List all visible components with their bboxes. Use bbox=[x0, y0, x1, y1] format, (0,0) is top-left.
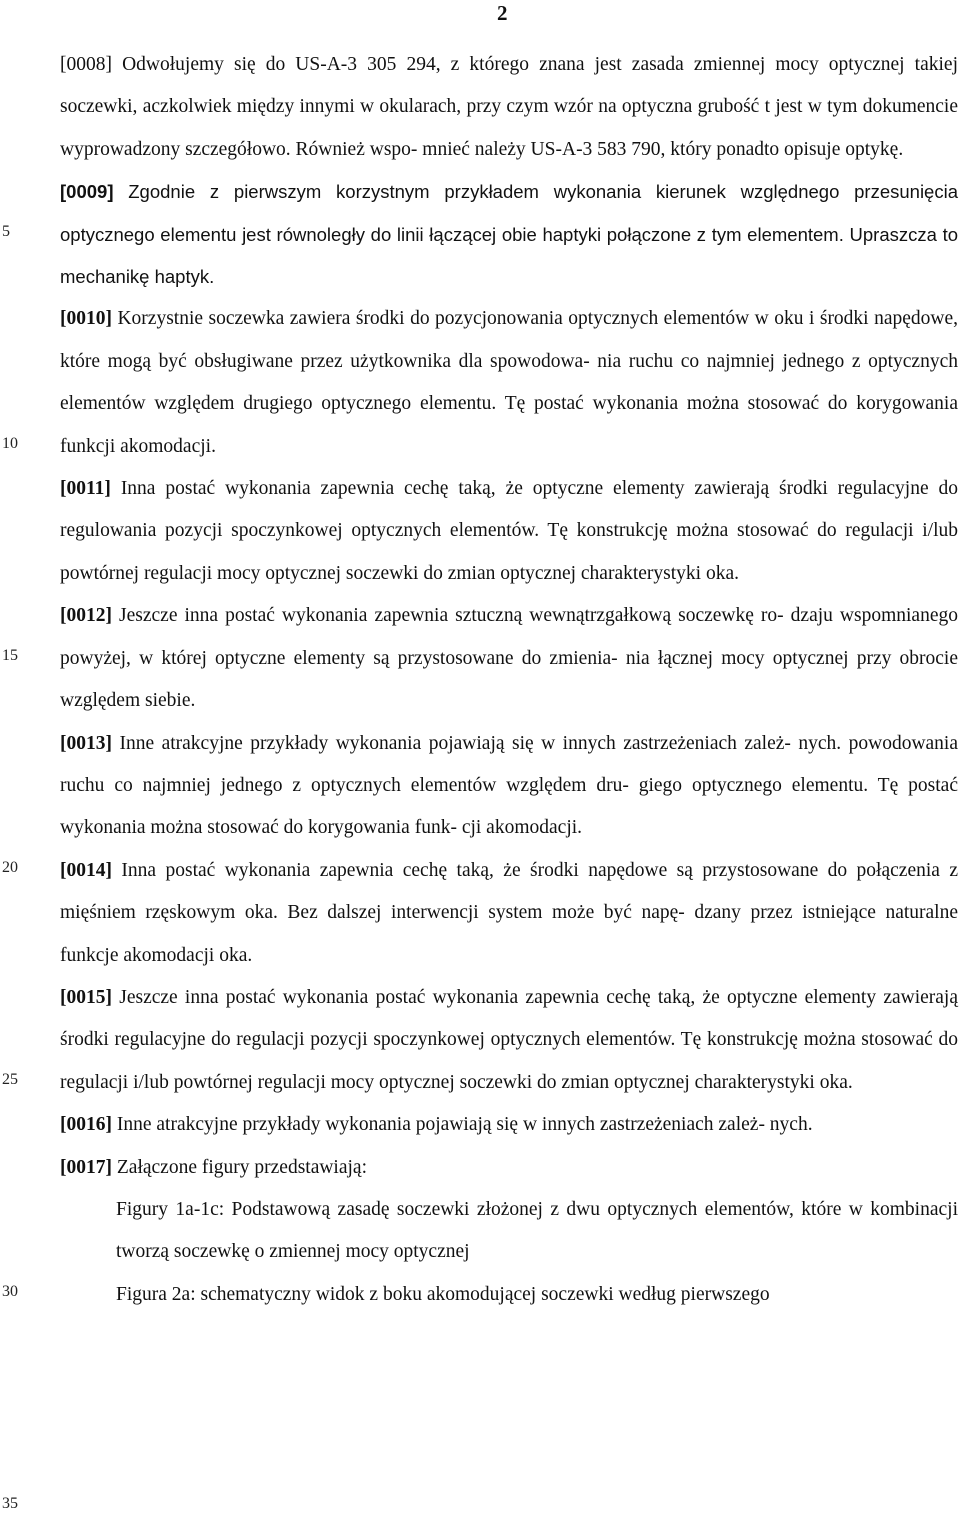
line-numbers-column bbox=[0, 0, 40, 1523]
paragraph-text: Inne atrakcyjne przykłady wykonania pojawiają się w innych zastrzeżeniach zależ- nych. bbox=[112, 1114, 813, 1136]
paragraph-0008 bbox=[60, 44, 958, 171]
line-number: 15 bbox=[2, 647, 18, 664]
line-number: 35 bbox=[2, 1495, 18, 1512]
paragraph-text: Jeszcze inna postać wykonania postać wykonania zapewnia cechę taką, że optyczne elementy zawierają środki regulacyjne do regulacji pozycji spoczynkowej optycznych elementów. Tę konstrukcję można stosować do regulacji i/lub powtórnej regulacji mocy optycznej soczewki do zmian optycznej charakterystyki oka. bbox=[60, 986, 958, 1093]
paragraph-marker: [0011] bbox=[60, 478, 111, 500]
paragraph-0010 bbox=[60, 298, 958, 468]
paragraph-text: Jeszcze inna postać wykonania zapewnia sztuczną wewnątrzgałkową soczewkę ro- dzaju wspomnianego powyżej, w której optyczne elementy są przystosowane do zmienia- nia łącznej mocy optycznej przy obrocie względem siebie. bbox=[60, 605, 958, 712]
line-number: 5 bbox=[2, 223, 10, 240]
paragraph-text: Inna postać wykonania zapewnia cechę taką, że środki napędowe są przystosowane do połączenia z mięśniem rzęskowym oka. Bez dalszej interwencji system może być napę- dzany przez istniejące naturalne funkcje akomodacji oka. bbox=[60, 859, 958, 966]
paragraph-marker: [0010] bbox=[60, 308, 112, 330]
paragraph-marker: [0016] bbox=[60, 1114, 112, 1136]
page-number: 2 bbox=[497, 1, 508, 25]
figure-list-item: Figury 1a-1c: Podstawową zasadę soczewki złożonej z dwu optycznych elementów, które w kombinacji tworzą soczewkę o zmiennej mocy optycznej bbox=[116, 1198, 958, 1263]
paragraph-marker: [0009] bbox=[60, 181, 114, 203]
paragraph-0011 bbox=[60, 468, 958, 595]
paragraph-0015 bbox=[60, 977, 958, 1104]
paragraph-0009 bbox=[60, 171, 958, 298]
paragraph-0016 bbox=[60, 1104, 958, 1146]
paragraph-text: Załączone figury przedstawiają: bbox=[112, 1156, 367, 1178]
paragraph-text: [0008] Odwołujemy się do US-A-3 305 294, z którego znana jest zasada zmiennej mocy optycznej takiej soczewki, aczkolwiek między innymi w okularach, przy czym wzór na optyczna grubość t jest w tym dokumencie wyprowadzony szczegółowo. Również wspo- mnieć należy US-A-3 583 790, który ponadto opisuje optykę. bbox=[60, 54, 958, 160]
paragraph-0012 bbox=[60, 595, 958, 722]
paragraph-text: Inna postać wykonania zapewnia cechę taką, że optyczne elementy zawierają środki regulacyjne do regulowania pozycji spoczynkowej optycznych elementów. Tę konstrukcję można stosować do regulacji i/lub powtórnej regulacji mocy optycznej soczewki do zmian optycznej charakterystyki oka. bbox=[60, 478, 958, 584]
paragraph-0017 bbox=[60, 1147, 958, 1189]
paragraph-marker: [0017] bbox=[60, 1156, 112, 1178]
paragraph-text: Korzystnie soczewka zawiera środki do pozycjonowania optycznych elementów w oku i środki napędowe, które mogą być obsługiwane przez użytkownika dla spowodowa- nia ruchu co najmniej jednego z optycznych elementów względem drugiego optycznego elementu. Tę postać wykonania można stosować do korygowania funkcji akomodacji. bbox=[60, 308, 958, 457]
line-number: 20 bbox=[2, 859, 18, 876]
paragraph-marker: [0013] bbox=[60, 732, 112, 754]
paragraph-0014 bbox=[60, 850, 958, 977]
figure-list-item: Figura 2a: schematyczny widok z boku akomodującej soczewki według pierwszego bbox=[116, 1283, 770, 1305]
paragraph-marker: [0012] bbox=[60, 605, 112, 627]
line-number: 25 bbox=[2, 1071, 18, 1088]
line-number: 30 bbox=[2, 1283, 18, 1300]
line-number: 10 bbox=[2, 435, 18, 452]
paragraph-text: Zgodnie z pierwszym korzystnym przykładem wykonania kierunek względnego przesunięcia optycznego elementu jest równoległy do linii łączącej obie haptyki połączone z tym elementem. Upraszcza to mechanikę haptyk. bbox=[60, 181, 958, 288]
paragraph-text: Inne atrakcyjne przykłady wykonania pojawiają się w innych zastrzeżeniach zależ- nych. powodowania ruchu co najmniej jednego z optycznych elementów względem dru- giego optycznego elementu. Tę postać wykonania można stosować do korygowania funk- cji akomodacji. bbox=[60, 732, 958, 839]
paragraph-marker: [0015] bbox=[60, 986, 112, 1008]
paragraph-0013 bbox=[60, 723, 958, 850]
paragraph-marker: [0014] bbox=[60, 859, 112, 881]
document-body bbox=[60, 44, 958, 1316]
